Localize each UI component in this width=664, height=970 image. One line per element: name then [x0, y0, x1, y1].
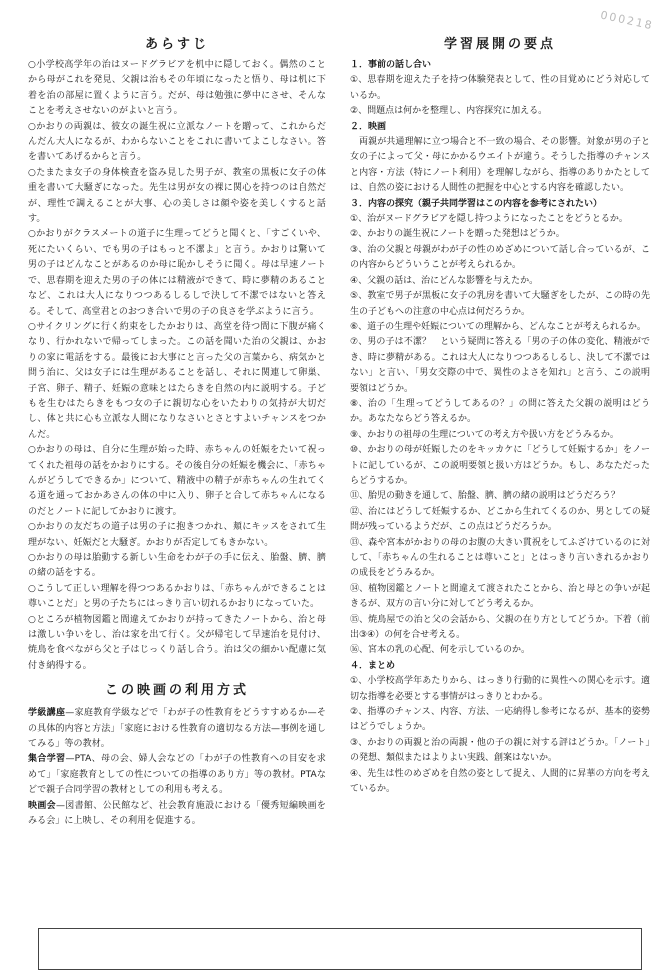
usage-text: —図書館、公民館など、社会教育施設における「優秀短編映画をみる会」に上映し、その利用を促進する。	[28, 800, 326, 827]
synopsis-body	[28, 58, 326, 674]
section-item: ①、思春期を迎えた子を持つ体験発表として、性の目覚めにどう対応しているか。	[350, 75, 650, 101]
usage-text: —家庭教育学級などで「わが子の性教育をどうすすめるか—その具体的内容と方法」「家庭における性教育の適切なる方法—事例を通してみる」等の教材。	[28, 708, 326, 750]
right-column	[350, 0, 650, 798]
section-item: ⑥、道子の生理や妊娠についての理解から、どんなことが考えられるか。	[350, 321, 646, 332]
usage-text: —PTA、母の会、婦人会などの「わが子の性教育への目安を求めて」「家庭教育としての性についての指導のあり方」等の教材。PTAなどで親子合同学習の教材としての利用も考える。	[28, 754, 326, 796]
archive-stamp: 000218	[599, 8, 655, 33]
section-item: ①、小学校高学年あたりから、はっきり行動的に異性への関心を示す。適切な指導を必要とする事情がはっきりとわかる。	[350, 676, 650, 702]
section-item: ④、父親の話は、治にどんな影響を与えたか。	[350, 275, 539, 286]
usage-item	[28, 752, 326, 798]
synopsis-paragraph: ○かおりの両親は、彼女の誕生祝に立派なノートを贈って、これからだんだん大人になるが、わからないことをこれに書いてよこしなさい。答を書いてあげるからと言う。	[28, 121, 326, 163]
section-item: ④、先生は性のめざめを自然の姿として捉え、人間的に昇華の方向を考えているか。	[350, 768, 650, 795]
usage-item	[28, 706, 326, 752]
usage-label: 映画会	[28, 800, 56, 811]
synopsis-title: あらすじ	[144, 37, 209, 52]
section-item: 両親が共通理解に立つ場合と不一致の場合、その影響。対象が男の子と女の子によって父・母にかかるウエイトが違う。そうした指導のチャンスと内容・方法（特にノート利用）を理解しながら、指導のありかたとしては、自然の姿における人間性の把握を中心とする内容を確認したい。	[350, 137, 650, 194]
synopsis-paragraph: ○かおりの友だちの道子は男の子に抱きつかれ、頬にキッスをされて生理がない、妊娠だと大騒ぎ。かおりが否定してもきかない。	[28, 522, 326, 548]
section-item: ⑩、かおりの母が妊娠したのをキッカケに「どうして妊娠するか」をノートに記しているが、この説明要領と扱い方はどうか。もし、あなただったらどうするか。	[350, 445, 650, 486]
section-item: ⑯、宮本の乳の心配、何を示しているのか。	[350, 645, 531, 656]
bottom-frame	[38, 928, 642, 970]
section-heading: ４．まとめ	[350, 660, 396, 671]
section-item: ③、かおりの両親と治の両親・他の子の親に対する評はどうか。「ノート」の発想、類似またはよりよい実践、創案はないか。	[350, 737, 650, 764]
section-item: ③、治の父親と母親がわが子の性のめざめについて話し合っているが、この内容からどういうことが考えられるか。	[350, 244, 650, 271]
section-item: ②、指導のチャンス、内容、方法、一応納得し参考になるが、基本的姿勢はどうでしょうか。	[350, 707, 650, 733]
section-heading: ２．映画	[350, 121, 387, 132]
section-item: ②、かおりの誕生祝にノートを贈った発想はどうか。	[350, 229, 565, 240]
section-item: ⑦、男の子は不潔？ という疑問に答える「男の子の体の変化、精液ができ、時に夢精がある。これは大人になりつつあるしるし、決して不潔ではない」と言い、「男女交際の中で、異性のよさを知れ」と言う、この説明要領はどうか。	[350, 337, 650, 394]
section-item: ⑧、治の「生理ってどうしてあるの？」の問に答えた父親の説明はどうか。あなたならどう答えるか。	[350, 398, 650, 425]
synopsis-paragraph: ○サイクリングに行く約束をしたかおりは、高堂を待つ間に下腹が痛くなり、行かれないで帰ってしまった。この話を聞いた治の父親は、かおりの家に電話をする。最後にお大事にと言った父の言葉から、病気かと問う治に、父は女子には生理があることを話し、それに関連して卵巣、子宮、卵子、精子、妊娠の意味とはたらきを自然の内に説明する。子どもを生むはたらきをもつ女の子に親切な心をいたわりの気持が大切だし、体と共に心も立派な人間になりなさいとさとすよいチャンスをつかんだ。	[28, 321, 326, 440]
section-item: ①、治がヌードグラビアを隠し持つようになったことをどうとるか。	[350, 214, 628, 225]
key-points-title: 学習展開の要点	[443, 37, 556, 52]
synopsis-paragraph: ○こうして正しい理解を得つつあるかおりは、「赤ちゃんができることは尊いことだ」と男の子たちにはっきり言い切れるかおりになっていた。	[28, 583, 326, 610]
synopsis-paragraph: ○たまたま女子の身体検査を盗み見した男子が、教室の黒板に女子の体重を書いて大騒ぎになった。先生は男が女の裸に関心を持つのは自然だが、理性で調えることが大事、心の美しさは顔や姿を美しくすると話す。	[28, 167, 326, 225]
synopsis-paragraph: ○かおりの母は胎動する新しい生命をわが子の手に伝え、胎盤、臍、臍の緒の話をする。	[28, 553, 326, 579]
section-item: ⑮、焼鳥屋での治と父の会話から、父親の在り方としてどうか。下着（前出③④）の何を合せ考える。	[350, 614, 650, 641]
section-item: ⑪、胎児の動きを通して、胎盤、臍、臍の緒の説明はどうだろう？	[350, 491, 620, 502]
usage-label: 学級講座	[28, 708, 66, 719]
section-item: ②、問題点は何かを整理し、内容探究に加える。	[350, 106, 548, 117]
usage-item	[28, 799, 326, 830]
synopsis-paragraph: ○小学校高学年の治はヌードグラビアを机中に隠しておく。偶然のことから母がこれを発見、父親は治もその年頃になったと悟り、母は机に下着を治の部屋に置くように言う。だが、母は勉強に夢中にさせ、そんなことを考えさせないのがよいと言う。	[28, 60, 326, 117]
section-heading: １．事前の話し合い	[350, 60, 432, 70]
usage-label: 集合学習	[28, 754, 66, 765]
left-column	[28, 0, 326, 830]
synopsis-paragraph: ○ところが植物図鑑と間違えてかおりが持ってきたノートから、治と母は激しい争いをし、治は家を出て行く。父が帰宅して早速治を見付け、焼鳥を食べながら父と子はじっくり話し合う。治は父の細かい配慮に気付き納得する。	[28, 614, 326, 671]
section-item: ⑭、植物図鑑とノートと間違えて渡されたことから、治と母との争いが起きるが、双方の言い分に対してどう考えるか。	[350, 583, 650, 610]
usage-list	[28, 706, 326, 829]
section-item: ⑤、教室で男子が黒板に女子の乳房を書いて大騒ぎをしたが、この時の先生の子どもへの注意の中心点は何だろうか。	[350, 291, 650, 317]
section-heading: ３．内容の探究（親子共同学習はこの内容を参考にされたい）	[350, 198, 603, 209]
section-item: ⑬、森や宮本がかおりの母のお腹の大きい貫祝をしてふざけているのに対して、「赤ちゃんの生れることは尊いこと」とはっきり言いきれるかおりの成長をどうみるか。	[350, 537, 650, 579]
usage-title: この映画の利用方式	[104, 683, 249, 699]
section-item: ⑫、治にはどうして妊娠するか、どこから生れてくるのか、男としての疑問が残っているようだが、この点はどうだろうか。	[350, 506, 650, 533]
synopsis-paragraph: ○かおりの母は、自分に生理が始った時、赤ちゃんの妊娠をたいて祝ってくれた祖母の話をかおりにする。その後自分の妊娠を機会に、「赤ちゃんがどうしてできるか」について、精液中の精子が赤ちゃんの生れてくる道を通っておかあさんの体の中に入り、卵子と合して赤ちゃんになるのだとノートに記してかおりに渡す。	[28, 445, 326, 517]
section-item: ⑨、かおりの祖母の生理についての考え方や扱い方をどうみるか。	[350, 429, 619, 440]
synopsis-paragraph: ○かおりがクラスメートの道子に生理ってどうと聞くと、「すごくいや、死にたいくらい、でも男の子はもっと不潔よ」と言う。かおりは驚いて男の子はどんなことがあるのか母に恥かしそうに聞く。母は早速ノートで、思春期を迎えた男の子の体には精液ができて、時に夢精のあることなど、これは大人になりつつあるしるしで決して不潔ではないと答える。そして、高堂君とのおつき合いで男の子の良さを学ぶように言う。	[28, 229, 326, 317]
